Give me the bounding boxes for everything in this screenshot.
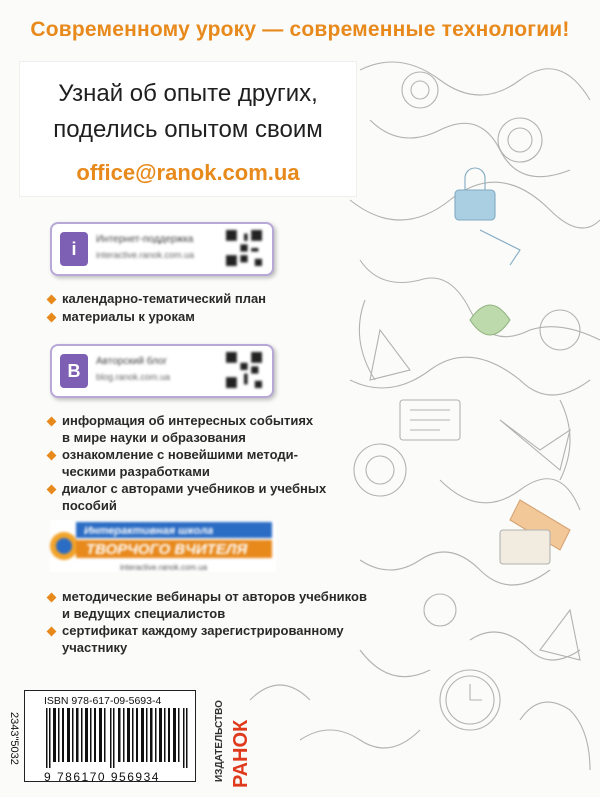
qr-code-icon <box>226 352 262 388</box>
support-list <box>48 291 266 326</box>
bullet-icon <box>47 417 57 427</box>
blog-url: blog.ranok.com.ua <box>96 372 171 382</box>
intro-line-1: Узнай об опыте других, <box>58 80 318 107</box>
top-banner <box>0 0 600 60</box>
isbn-text: ISBN 978-617-09-5693-4 <box>44 695 162 707</box>
support-title: Интернет-поддержка <box>96 234 194 245</box>
intro-line-2: поделись опытом своим <box>53 116 323 143</box>
support-url: interactive.ranok.com.ua <box>96 250 195 260</box>
internet-support-badge[interactable] <box>50 222 274 276</box>
banner-title: Современному уроку — современные технологии! <box>30 18 570 41</box>
list-item: методические вебинары от авторов учебников и ведущих специалистов <box>48 589 367 622</box>
barcode-bars <box>44 708 192 768</box>
school-line-1: Интерактивная школа <box>84 525 214 537</box>
list-item: ознакомление с новейшими методи- ческими разработками <box>48 447 326 480</box>
bullet-icon <box>47 451 57 461</box>
info-icon: i <box>60 232 88 266</box>
side-code: 2343"5032 <box>8 712 20 765</box>
blog-icon: B <box>60 354 88 388</box>
contact-email[interactable]: office@ranok.com.ua <box>76 160 300 185</box>
bullet-icon <box>47 593 57 603</box>
qr-code-icon <box>226 230 262 266</box>
blog-title: Авторский блог <box>96 356 168 367</box>
bullet-icon <box>47 312 57 322</box>
list-item: календарно-тематический план <box>48 291 266 308</box>
ean-number: 9 786170 956934 <box>44 770 160 784</box>
publisher-name: РАНОК <box>230 719 252 788</box>
author-blog-badge[interactable] <box>50 344 274 398</box>
intro-box <box>20 62 356 196</box>
bullet-icon <box>47 485 57 495</box>
school-list <box>48 589 367 657</box>
list-item: материалы к урокам <box>48 309 266 326</box>
bullet-icon <box>47 295 57 305</box>
list-item: информация об интересных событиях в мире науки и образования <box>48 413 326 446</box>
publisher-logo <box>210 690 252 788</box>
list-item: сертификат каждому зарегистрированному участнику <box>48 623 367 656</box>
bullet-icon <box>47 627 57 637</box>
publisher-label: ИЗДАТЕЛЬСТВО <box>214 700 225 782</box>
interactive-school-logo[interactable] <box>50 518 276 576</box>
school-url: interactive.ranok.com.ua <box>120 563 208 572</box>
blog-list <box>48 413 326 515</box>
list-item: диалог с авторами учебников и учебных пособий <box>48 481 326 514</box>
school-line-2: ТВОРЧОГО ВЧИТЕЛЯ <box>86 541 248 558</box>
